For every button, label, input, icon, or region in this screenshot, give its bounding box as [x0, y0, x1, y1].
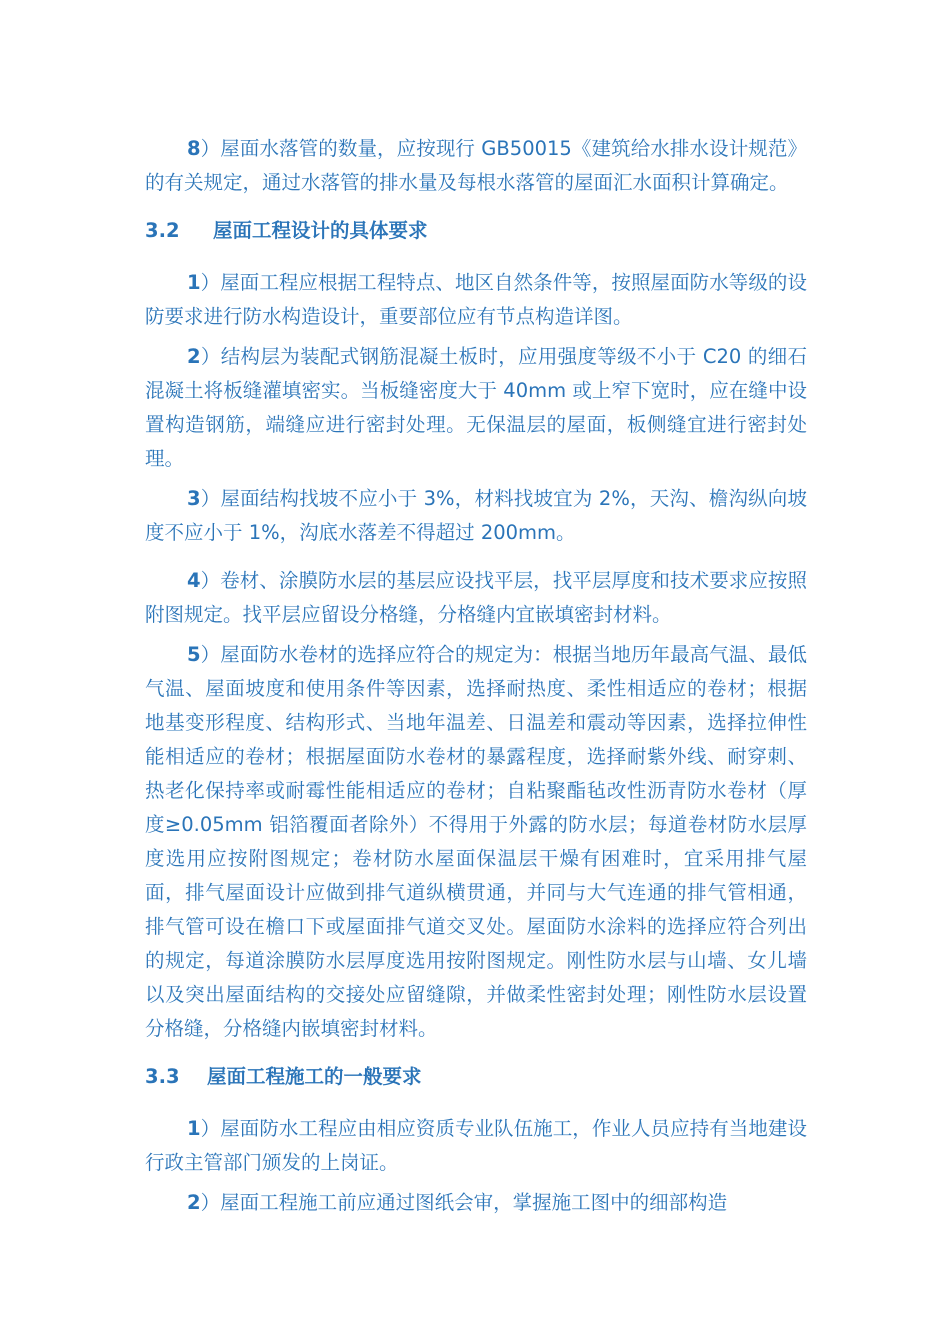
- paragraph-3-2-4: [145, 564, 807, 632]
- item-number: 4: [187, 569, 201, 592]
- paragraph-text: ）屋面工程应根据工程特点、地区自然条件等，按照屋面防水等级的设防要求进行防水构造设计，重要部位应有节点构造详图。: [145, 271, 807, 328]
- section-heading-3-2: [145, 214, 807, 248]
- item-number: 3: [187, 487, 201, 510]
- item-number: 1: [187, 271, 201, 294]
- paragraph-text: ）卷材、涂膜防水层的基层应设找平层，找平层厚度和技术要求应按照附图规定。找平层应留设分格缝，分格缝内宜嵌填密封材料。: [145, 569, 807, 626]
- item-number: 1: [187, 1117, 201, 1140]
- paragraph-text: ）屋面防水工程应由相应资质专业队伍施工，作业人员应持有当地建设行政主管部门颁发的上岗证。: [145, 1117, 807, 1174]
- section-number: 3.3: [145, 1065, 180, 1088]
- paragraph-3-2-2: [145, 340, 807, 476]
- paragraph-3-2-1: [145, 266, 807, 334]
- paragraph-3-3-2: [145, 1186, 807, 1220]
- paragraph-text: ）屋面防水卷材的选择应符合的规定为：根据当地历年最高气温、最低气温、屋面坡度和使用条件等因素，选择耐热度、柔性相适应的卷材；根据地基变形程度、结构形式、当地年温差、日温差和震动等因素，选择拉伸性能相适应的卷材；根据屋面防水卷材的暴露程度，选择耐紫外线、耐穿刺、热老化保持率或耐霉性能相适应的卷材；自粘聚酯毡改性沥青防水卷材（厚度≥0.05mm 铝箔覆面者除外）不得用于外露的防水层；每道卷材防水层厚度选用应按附图规定；卷材防水屋面保温层干燥有困难时，宜采用排气屋面，排气屋面设计应做到排气道纵横贯通，并同与大气连通的排气管相通，排气管可设在檐口下或屋面排气道交叉处。屋面防水涂料的选择应符合列出的规定，每道涂膜防水层厚度选用按附图规定。刚性防水层与山墙、女儿墙以及突出屋面结构的交接处应留缝隙，并做柔性密封处理；刚性防水层设置分格缝，分格缝内嵌填密封材料。: [145, 643, 807, 1040]
- paragraph-8: [145, 132, 807, 200]
- item-number: 2: [187, 1191, 201, 1214]
- paragraph-3-3-1: [145, 1112, 807, 1180]
- section-number: 3.2: [145, 219, 180, 242]
- item-number: 2: [187, 345, 201, 368]
- paragraph-text: ）结构层为装配式钢筋混凝土板时，应用强度等级不小于 C20 的细石混凝土将板缝灌填密实。当板缝密度大于 40mm 或上窄下宽时，应在缝中设置构造钢筋，端缝应进行密封处理。无保温层的屋面，板侧缝宜进行密封处理。: [145, 345, 807, 470]
- section-heading-3-3: [145, 1060, 807, 1094]
- section-title: 屋面工程设计的具体要求: [213, 219, 428, 242]
- paragraph-3-2-3: [145, 482, 807, 550]
- paragraph-text: ）屋面水落管的数量，应按现行 GB50015《建筑给水排水设计规范》的有关规定，通过水落管的排水量及每根水落管的屋面汇水面积计算确定。: [145, 137, 807, 194]
- document-body: [145, 132, 807, 1220]
- section-title: 屋面工程施工的一般要求: [207, 1065, 422, 1088]
- paragraph-text: ）屋面工程施工前应通过图纸会审，掌握施工图中的细部构造: [200, 1191, 728, 1214]
- paragraph-text: ）屋面结构找坡不应小于 3%，材料找坡宜为 2%，天沟、檐沟纵向坡度不应小于 1%，沟底水落差不得超过 200mm。: [145, 487, 807, 544]
- paragraph-3-2-5: [145, 638, 807, 1046]
- item-number: 8: [187, 137, 201, 160]
- item-number: 5: [187, 643, 201, 666]
